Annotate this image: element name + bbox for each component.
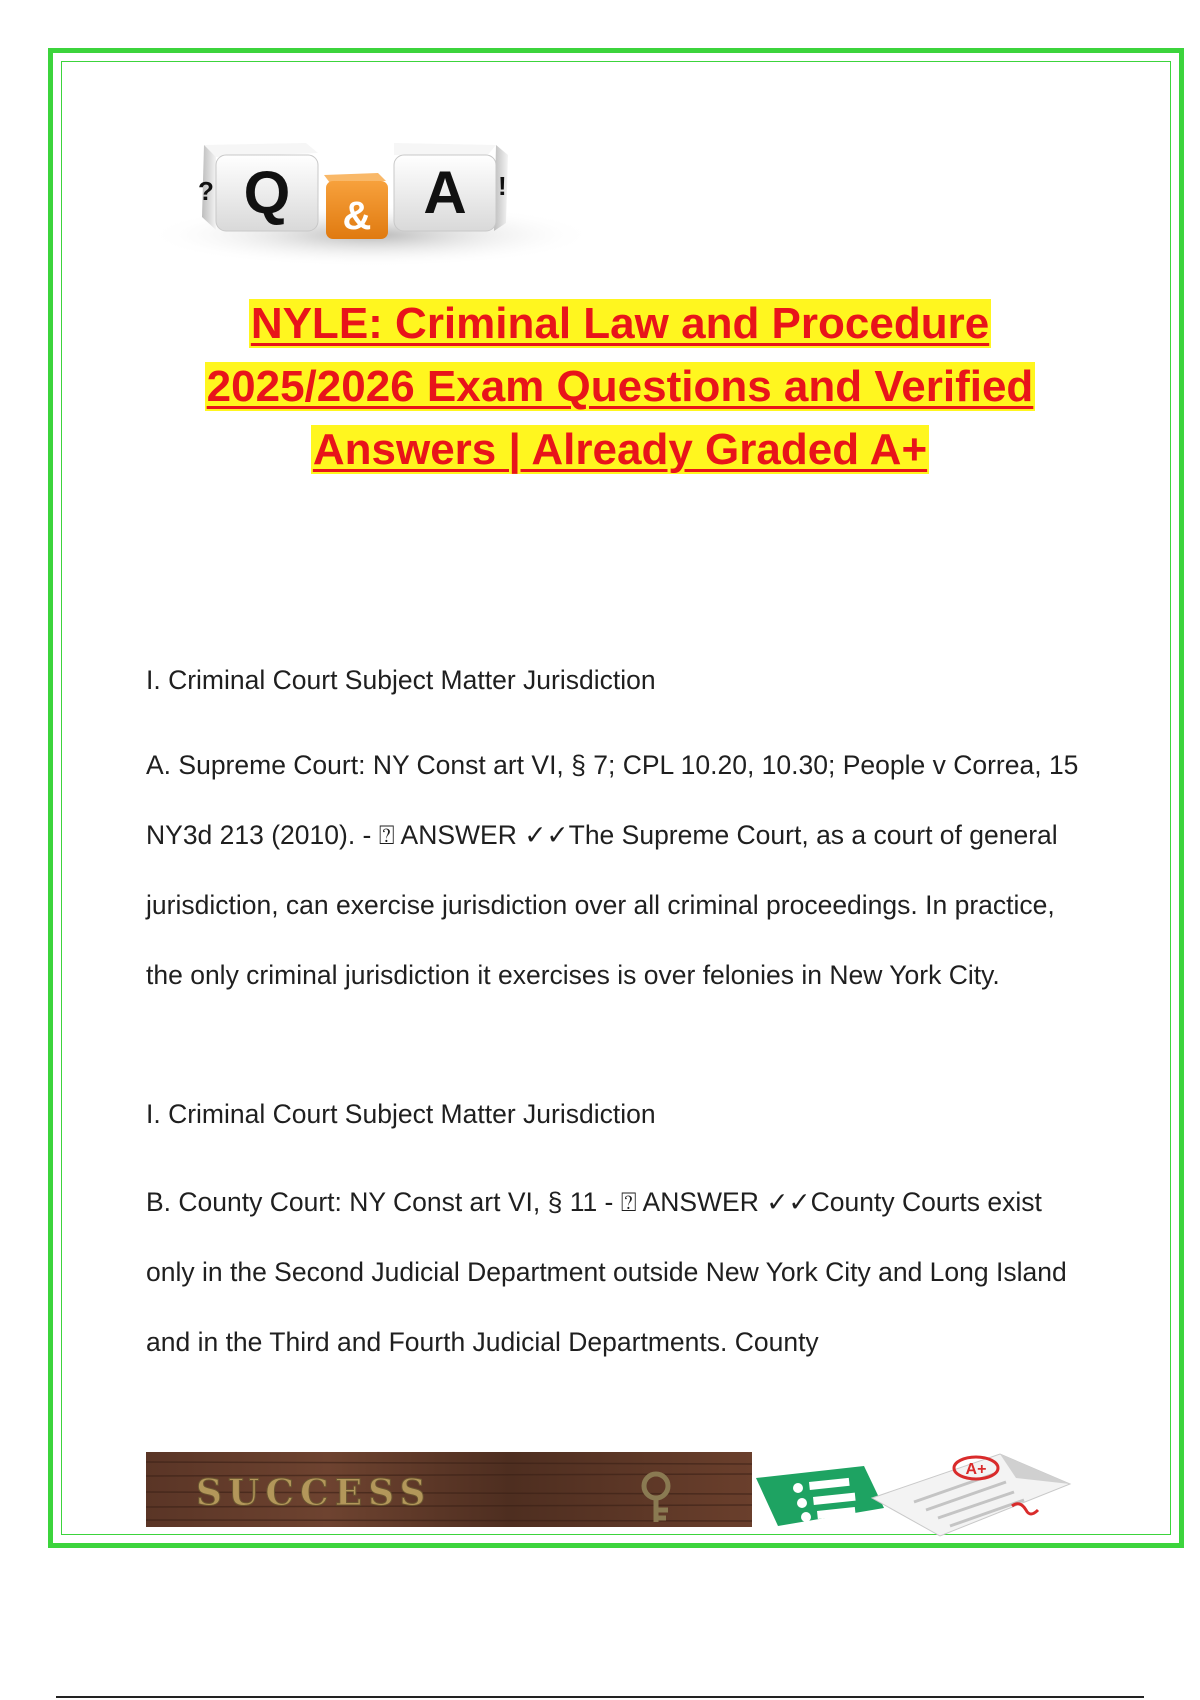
graded-document-icons (754, 1448, 1072, 1538)
die-a (394, 143, 508, 231)
die-a-letter: A (423, 159, 467, 226)
die-q-letter: Q (243, 159, 291, 226)
qa-item-2: B. County Court: NY Const art VI, § 11 - ⍰ ANSWER ✓✓County Courts exist only in the Second Judicial Department outside New York City and Long Island and in the Third and Fourth Judicial Departments. County (146, 1187, 1067, 1357)
section-heading-2: I. Criminal Court Subject Matter Jurisdiction (146, 1099, 656, 1129)
title-line-3: Answers | Already Graded A+ (312, 425, 928, 474)
title-line-2: 2025/2026 Exam Questions and Verified (206, 362, 1034, 411)
qa-item-1: A. Supreme Court: NY Const art VI, § 7; CPL 10.20, 10.30; People v Correa, 15 NY3d 213 (2010). - ⍰ ANSWER ✓✓The Supreme Court, as a court of general jurisdiction, can exercise jurisdiction over all criminal proceedings. In practice, the only criminal jurisdiction it exercises is over felonies in New York City. (146, 750, 1079, 990)
document-title (90, 292, 1150, 481)
title-line-1: NYLE: Criminal Law and Procedure (250, 299, 990, 348)
success-text: SUCCESS (196, 1472, 432, 1514)
footer-rule (56, 1696, 1144, 1698)
die-amp (324, 173, 388, 239)
question-mark: ? (198, 176, 214, 206)
success-banner (146, 1452, 752, 1527)
die-q (198, 143, 318, 231)
grade-badge-text: A+ (965, 1461, 987, 1478)
die-amp-symbol: & (342, 194, 372, 238)
exclamation-mark: ! (498, 171, 507, 201)
qa-dice-logo (146, 105, 596, 270)
section-heading-1: I. Criminal Court Subject Matter Jurisdiction (146, 665, 656, 695)
graded-paper-icon (872, 1454, 1070, 1536)
spreadsheet-icon (756, 1466, 884, 1526)
